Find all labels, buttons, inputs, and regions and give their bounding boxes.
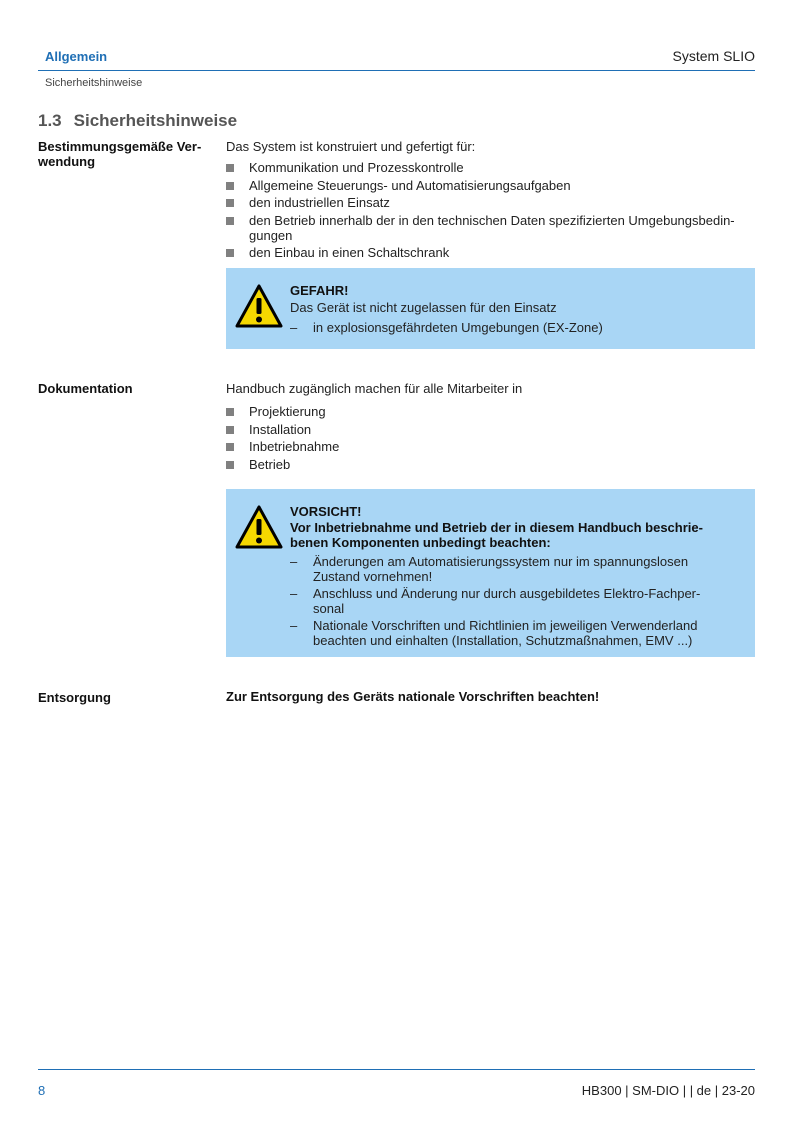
caution-bold-line-1: Vor Inbetriebnahme und Betrieb der in diesem Handbuch beschrie- [290,520,703,535]
bullet-icon [226,217,234,225]
intended-use-intro: Das System ist konstruiert und gefertigt für: [226,139,476,154]
list-item: Kommunikation und Prozesskontrolle [226,160,755,175]
footer-divider [38,1069,755,1070]
bullet-icon [226,443,234,451]
list-item: Projektierung [226,404,755,419]
label-line-1: Bestimmungsgemäße Ver- [38,139,202,154]
label-disposal: Entsorgung [38,690,111,705]
documentation-list [226,404,755,472]
list-item: – Anschluss und Änderung nur durch ausgebildetes Elektro-Fachper- sonal [290,586,701,616]
list-item: Betrieb [226,457,755,472]
danger-text: Das Gerät ist nicht zugelassen für den Einsatz [290,300,557,315]
bullet-icon [226,426,234,434]
bullet-icon [226,461,234,469]
label-intended-use [38,139,213,169]
danger-list [290,320,725,335]
page-title [38,111,237,131]
header-divider [38,70,755,71]
caution-notice-box [226,489,755,657]
list-item: Installation [226,422,755,437]
warning-triangle-icon [235,505,283,549]
header-section-title: Allgemein [45,49,108,64]
bullet-icon [226,164,234,172]
label-documentation: Dokumentation [38,381,133,396]
list-item: Inbetriebnahme [226,439,755,454]
caution-list [290,554,725,648]
page-number: 8 [38,1083,46,1098]
danger-notice-box [226,268,755,349]
label-line-2: wendung [38,154,96,169]
warning-triangle-icon [235,284,283,328]
list-item: den Einbau in einen Schaltschrank [226,245,755,260]
danger-heading: GEFAHR! [290,283,349,298]
disposal-text: Zur Entsorgung des Geräts nationale Vorschriften beachten! [226,689,600,704]
caution-bold-line-2: benen Komponenten unbedingt beachten: [290,535,551,550]
caution-heading: VORSICHT! [290,504,362,519]
documentation-intro: Handbuch zugänglich machen für alle Mitarbeiter in [226,381,523,396]
list-item: Allgemeine Steuerungs- und Automatisierungsaufgaben [226,178,755,193]
bullet-icon [226,408,234,416]
bullet-icon [226,249,234,257]
header-product-name: System SLIO [672,48,755,64]
list-item: – in explosionsgefährdeten Umgebungen (EX-Zone) [290,320,603,335]
header-subsection: Sicherheitshinweise [45,77,143,89]
section-number: 1.3 [38,111,62,130]
list-item: – Änderungen am Automatisierungssystem nur im spannungslosen Zustand vornehmen! [290,554,689,584]
list-item: den industriellen Einsatz [226,195,755,210]
section-title: Sicherheitshinweise [73,111,238,130]
bullet-icon [226,182,234,190]
document-code: HB300 | SM-DIO | | de | 23-20 [581,1083,755,1098]
list-item: – Nationale Vorschriften und Richtlinien im jeweiligen Verwenderland beachten und einhalten (Installation, Schutzmaßnahmen, EMV ...) [290,618,698,648]
intended-use-list [226,160,755,260]
bullet-icon [226,199,234,207]
list-item: den Betrieb innerhalb der in den technischen Daten spezifizierten Umgebungsbedin- gungen [226,213,755,243]
